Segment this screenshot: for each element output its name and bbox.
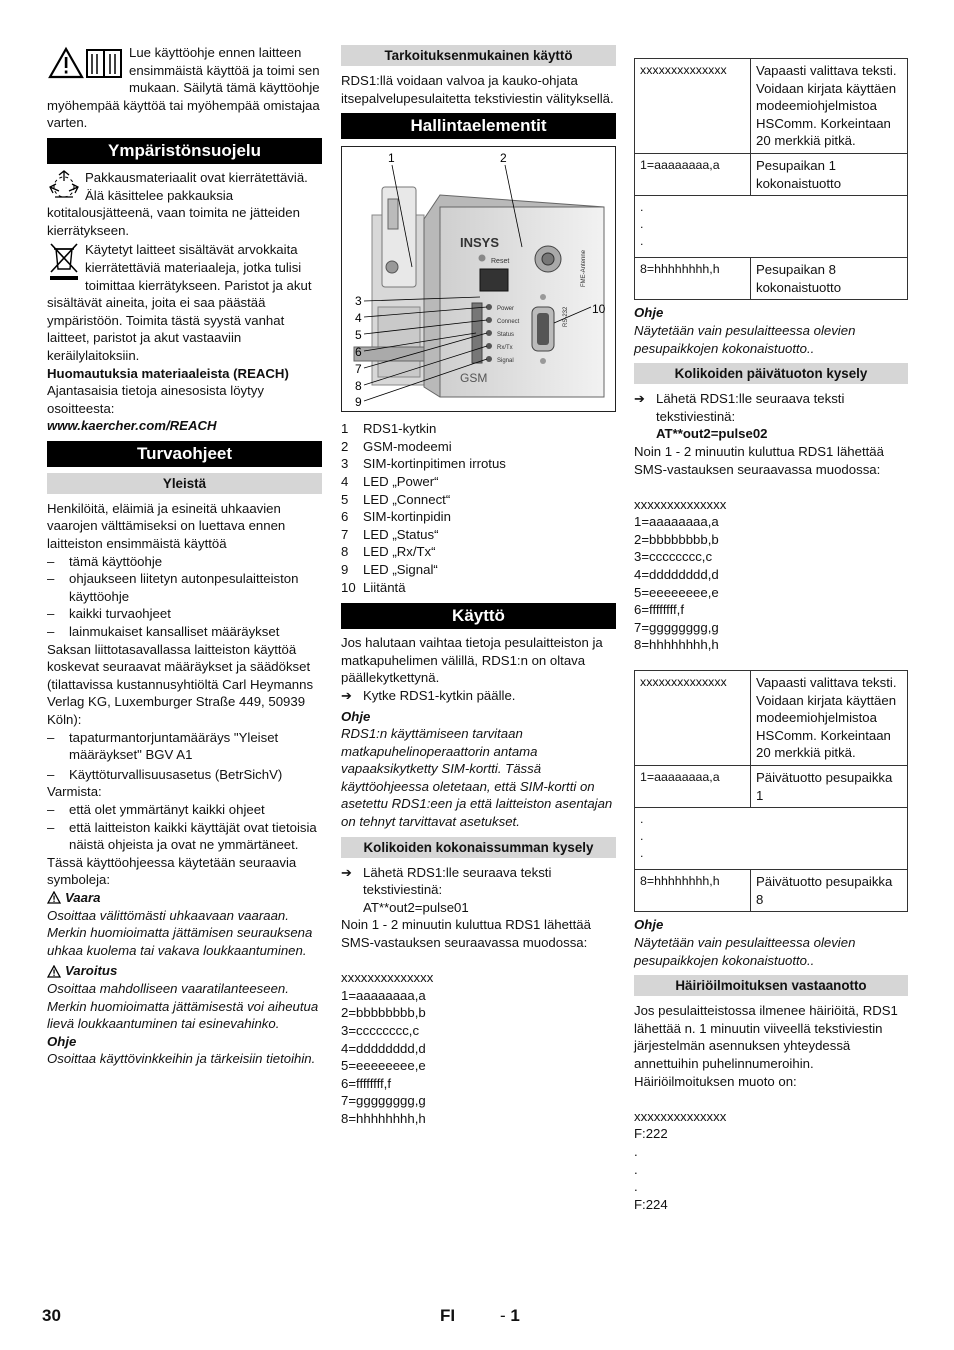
antenna-label: FME-Antenne <box>581 250 587 288</box>
sms-line: xxxxxxxxxxxxxx <box>341 970 434 986</box>
safety-heading: Turvaohjeet <box>47 441 322 467</box>
item-label: LED „Power“ <box>363 473 439 489</box>
device-illustration <box>342 147 616 412</box>
sms-line: 6=ffffffff,f <box>634 602 685 618</box>
daily-step <box>634 390 908 425</box>
total-after: Noin 1 - 2 minuutin kuluttua RDS1 lähettää SMS-vastauksen seuraavassa muodossa: <box>341 917 591 951</box>
total-command: AT**out2=pulse01 <box>363 899 469 915</box>
led-rxtx-label: Rx/Tx <box>497 345 513 352</box>
item-number: 10 <box>341 579 356 595</box>
sms-line: 6=ffffffff,f <box>341 1075 392 1091</box>
fault-line: . <box>634 1179 638 1195</box>
danger-label: Vaara <box>65 889 101 905</box>
note-text: RDS1:n käyttämiseen tarvitaan matkapuhelinoperaattorin antama vapaaksikytketty SIM-kortti. Tässä käyttöohjeessa oletetaan, että SIM-kortti on asetettu RDS1:een ja että laitteiston asentajan on tehnyt tarvittavat asetukset. <box>341 726 613 830</box>
list-item: – lainmukaiset kansalliset määräykset <box>47 623 322 641</box>
callout-5: 5 <box>355 328 362 343</box>
list-item <box>341 526 616 544</box>
reach-title: Huomautuksia materiaaleista (REACH) <box>47 365 289 381</box>
intro-text: Lue käyttöohje ennen laitteen ensimmäistä käyttöä ja toimi sen mukaan. Säilytä tämä käyttöohje myöhempää käyttöä tai myöhempää omistajaa varten. <box>47 45 320 131</box>
sms-line: 5=eeeeeeee,e <box>341 1058 426 1074</box>
env-devices <box>47 241 322 364</box>
list-item: – kaikki turvaohjeet <box>47 605 322 623</box>
intended-use-text: RDS1:llä voidaan valvoa ja kauko-ohjata itsepalvelupesulaitetta tekstiviestin välityksellä. <box>341 73 614 106</box>
item-label: LED „Signal“ <box>363 561 438 577</box>
note-label: Ohje <box>341 708 371 724</box>
item-label: GSM-modeemi <box>363 438 452 454</box>
device-figure <box>341 146 616 412</box>
sms-line: 2=bbbbbbbb,b <box>634 531 719 547</box>
sms-line: 7=gggggggg,g <box>341 1093 426 1109</box>
environment-heading: Ympäristönsuojelu <box>47 138 322 164</box>
table-row <box>635 196 908 258</box>
page-number: 30 <box>42 1306 61 1325</box>
warning-label: Varoitus <box>65 963 118 979</box>
item-number: 2 <box>341 438 349 454</box>
warning-manual-icon <box>47 46 125 80</box>
table-row <box>635 153 908 195</box>
warning-triangle-icon <box>47 891 61 904</box>
item-label: RDS1-kytkin <box>363 421 437 437</box>
sms-line: 3=cccccccc,c <box>341 1023 420 1038</box>
warning-label-row <box>47 962 322 980</box>
item-number: 1 <box>341 421 349 437</box>
daily-heading: Kolikoiden päivätuoton kysely <box>634 363 908 384</box>
table-row <box>635 870 908 912</box>
sms-format-block <box>634 496 908 654</box>
brand-label: INSYS <box>460 235 500 251</box>
general-list <box>47 553 322 641</box>
general-heading: Yleistä <box>47 473 322 494</box>
item-number: 9 <box>341 561 349 577</box>
sms-line: 5=eeeeeeee,e <box>634 584 719 600</box>
symbols-text: Tässä käyttöohjeessa käytetään seuraavia symboleja: <box>47 854 297 888</box>
table-cell: Vapaasti valittava teksti. Voidaan kirjata käyttäen modeemiohjelmistoa HSComm. Korkeintaan 20 merkkiä pitkä. <box>751 671 908 766</box>
sms-line: xxxxxxxxxxxxxx <box>634 496 727 512</box>
reach-link[interactable]: www.kaercher.com/REACH <box>47 418 217 434</box>
germany-list <box>47 729 322 784</box>
list-item <box>341 491 616 509</box>
ensure-list <box>47 801 322 854</box>
danger-label-row <box>47 889 322 907</box>
column-right <box>634 52 908 1213</box>
item-label: SIM-kortinpitimen irrotus <box>363 456 506 472</box>
item-number: 7 <box>341 526 349 542</box>
general-text: Henkilöitä, eläimiä ja esineitä uhkaavien vaarojen välttämiseksi on luettava ennen laitteiston ensimmäistä käyttöä <box>47 500 286 552</box>
table-cell: Vapaasti valittava teksti. Voidaan kirjata käyttäen modeemiohjelmistoa HSComm. Korkeintaan 20 merkkiä pitkä. <box>751 59 908 154</box>
led-signal-label: Signal <box>497 358 514 365</box>
table-cell: 1=aaaaaaaa,a <box>635 766 751 808</box>
list-item: – Käyttöturvallisuusasetus (BetrSichV) <box>47 766 322 784</box>
weee-bin-icon <box>47 241 81 281</box>
warning-triangle-icon <box>47 965 61 978</box>
table-cell: Päivätuotto pesupaikka 1 <box>751 766 908 808</box>
list-item <box>341 438 616 456</box>
total-response-table <box>634 58 908 300</box>
sms-line: 1=aaaaaaaa,a <box>341 987 426 1003</box>
sms-line: 1=aaaaaaaa,a <box>634 514 719 530</box>
table-row <box>635 258 908 300</box>
gsm-label: GSM <box>460 371 488 386</box>
rs232-label: RS-232 <box>563 306 569 328</box>
total-step <box>341 864 616 899</box>
list-item <box>341 420 616 438</box>
list-item <box>341 455 616 473</box>
list-item <box>341 543 616 561</box>
step-text: Kytke RDS1-kytkin päälle. <box>363 687 516 703</box>
item-number: 6 <box>341 509 349 525</box>
callout-9: 9 <box>355 395 362 410</box>
led-status-label: Status <box>497 332 515 339</box>
warning-text: Osoittaa mahdolliseen vaaratilanteeseen. Merkin huomioimatta jättämisestä voi aiheutua lievä loukkaantuminen tai esinevahinko. <box>47 980 319 1032</box>
language-code: FI <box>440 1306 456 1325</box>
fault-line: . <box>634 1143 638 1159</box>
item-label: LED „Connect“ <box>363 491 451 507</box>
daily-response-table <box>634 670 908 912</box>
total-heading: Kolikoiden kokonaissumman kysely <box>341 837 616 858</box>
table-row <box>635 671 908 766</box>
table-cell: Päivätuotto pesupaikka 8 <box>751 870 908 912</box>
callout-8: 8 <box>355 379 362 394</box>
sms-line: 2=bbbbbbbb,b <box>341 1005 426 1021</box>
arrow-icon: ➔ <box>341 687 353 703</box>
table-cell: 8=hhhhhhhh,h <box>635 258 751 300</box>
daily-after: Noin 1 - 2 minuutin kuluttua RDS1 lähettää SMS-vastauksen seuraavassa muodossa: <box>634 443 884 477</box>
note-text: Näytetään vain pesulaitteessa olevien pesupaikkojen kokonaistuotto.. <box>634 322 856 356</box>
table-cell: . . . <box>635 808 908 870</box>
table-row <box>635 808 908 870</box>
item-label: SIM-kortinpidin <box>363 509 451 525</box>
fault-line: F:222 <box>634 1126 668 1142</box>
fault-format-block <box>634 1108 908 1214</box>
fault-heading: Häiriöilmoituksen vastaanotto <box>634 975 908 996</box>
sms-line: 8=hhhhhhhh,h <box>341 1110 426 1126</box>
arrow-icon: ➔ <box>341 864 353 880</box>
column-middle <box>341 44 616 1128</box>
item-label: Liitäntä <box>363 579 406 595</box>
page-suffix <box>500 1307 520 1325</box>
usage-text: Jos halutaan vaihtaa tietoja pesulaitteiston ja matkapuhelimen välillä, RDS1:n on oltava päällekytkettynä. <box>341 635 603 686</box>
page-suffix-number: 1 <box>510 1306 520 1325</box>
item-number: 5 <box>341 491 349 507</box>
usage-step <box>341 687 616 705</box>
list-item: – tapaturmantorjuntamääräys "Yleiset määräykset" BGV A1 <box>47 729 322 764</box>
sms-line: 4=dddddddd,d <box>634 567 719 583</box>
callout-10: 10 <box>592 302 606 317</box>
fault-text: Jos pesulaitteistossa ilmenee häiriöitä, RDS1 lähettää n. 1 minuutin viiveellä tekstiviestin järjestelmän asennuksen yhteydessä annettuihin puhelinnumeroihin. <box>634 1003 898 1071</box>
daily-command: AT**out2=pulse02 <box>656 426 768 442</box>
intended-use-heading: Tarkoituksenmukainen käyttö <box>341 45 616 66</box>
note-label: Ohje <box>47 1033 77 1049</box>
callout-7: 7 <box>355 362 362 377</box>
callout-4: 4 <box>355 311 362 326</box>
note-label: Ohje <box>634 917 664 933</box>
note-text: Osoittaa käyttövinkkeihin ja tärkeisiin tietoihin. <box>47 1051 316 1067</box>
list-item <box>341 579 616 597</box>
table-cell: 1=aaaaaaaa,a <box>635 153 751 195</box>
intro-block <box>47 44 322 132</box>
page-dash: - <box>500 1306 506 1325</box>
env-packaging-text: Pakkausmateriaalit ovat kierrätettäviä. Älä käsittelee pakkauksia kotitalousjätteenä, vaan toimita ne jätteiden kierrätykseen. <box>47 169 308 238</box>
callout-1: 1 <box>388 151 395 166</box>
fault-line: F:224 <box>634 1196 668 1212</box>
sms-line: 3=cccccccc,c <box>634 549 713 565</box>
item-number: 8 <box>341 544 349 560</box>
table-cell: Pesupaikan 8 kokonaistuotto <box>751 258 908 300</box>
list-item: – että laitteiston kaikki käyttäjät ovat tietoisia näistä ohjeista ja ovat ne ymmärtäneet. <box>47 819 322 854</box>
fault-line: xxxxxxxxxxxxxx <box>634 1108 727 1124</box>
list-item <box>341 508 616 526</box>
table-row <box>635 766 908 808</box>
table-cell: Pesupaikan 1 kokonaistuotto <box>751 153 908 195</box>
led-connect-label: Connect <box>497 319 520 326</box>
fault-format: Häiriöilmoituksen muoto on: <box>634 1073 797 1089</box>
sms-line: 4=dddddddd,d <box>341 1040 426 1056</box>
table-cell: . . . <box>635 196 908 258</box>
sms-format-block <box>341 969 616 1127</box>
led-power-label: Power <box>497 306 515 313</box>
reach-text: Ajantasaisia tietoja ainesosista löytyy osoitteesta: <box>47 383 264 416</box>
list-item <box>341 561 616 579</box>
list-item: – ohjaukseen liitetyn autonpesulaitteiston käyttöohje <box>47 570 322 605</box>
item-number: 4 <box>341 473 349 489</box>
table-cell: 8=hhhhhhhh,h <box>635 870 751 912</box>
germany-text: Saksan liittotasavallassa laitteiston käyttöä koskevat seuraavat määräykset ja säädökset (tilattavissa kustannusyhtiöltä Carl Heymanns Verlag KG, Luxemburger Straße 449, 50939 Köln): <box>47 641 314 727</box>
sms-line: 7=gggggggg,g <box>634 619 719 635</box>
danger-text: Osoittaa välittömästi uhkaavaan vaaraan. Merkin huomioimatta jättämisen seurauksena uhkaa kuolema tai vakava loukkaantuminen. <box>47 907 313 958</box>
controls-heading: Hallintaelementit <box>341 113 616 139</box>
table-row <box>635 59 908 154</box>
recycle-icon <box>47 169 81 203</box>
item-label: LED „Status“ <box>363 526 439 542</box>
callout-2: 2 <box>500 151 507 166</box>
note-text: Näytetään vain pesulaitteessa olevien pesupaikkojen kokonaistuotto.. <box>634 934 856 968</box>
sms-line: 8=hhhhhhhh,h <box>634 637 719 653</box>
item-number: 3 <box>341 456 349 472</box>
usage-heading: Käyttö <box>341 603 616 629</box>
ensure-label: Varmista: <box>47 784 102 800</box>
table-cell: xxxxxxxxxxxxxx <box>635 671 751 766</box>
parts-list <box>341 420 616 596</box>
list-item <box>341 473 616 491</box>
arrow-icon: ➔ <box>634 391 646 407</box>
env-packaging <box>47 169 322 239</box>
list-item: – tämä käyttöohje <box>47 553 322 571</box>
step-text: Lähetä RDS1:lle seuraava teksti tekstiviestinä: <box>656 391 845 424</box>
step-text: Lähetä RDS1:lle seuraava teksti tekstiviestinä: <box>363 864 552 898</box>
callout-6: 6 <box>355 345 362 360</box>
table-cell: xxxxxxxxxxxxxx <box>635 59 751 154</box>
column-left <box>47 44 322 1068</box>
note-label: Ohje <box>634 305 664 321</box>
env-devices-text: Käytetyt laitteet sisältävät arvokkaita kierrätettäviä materiaaleja, jotka tulisi toimittaa kierrätykseen. Paristot ja akut sisältävät aineita, joita ei saa päästää ympäristöön. Toimita tästä syystä vanhat laitteet, paristot ja akut vastaaviin keräilylaitoksiin. <box>47 242 312 363</box>
reset-label: Reset <box>491 258 510 266</box>
fault-line: . <box>634 1161 638 1177</box>
callout-3: 3 <box>355 294 362 309</box>
item-label: LED „Rx/Tx“ <box>363 544 436 560</box>
list-item: – että olet ymmärtänyt kaikki ohjeet <box>47 801 322 819</box>
